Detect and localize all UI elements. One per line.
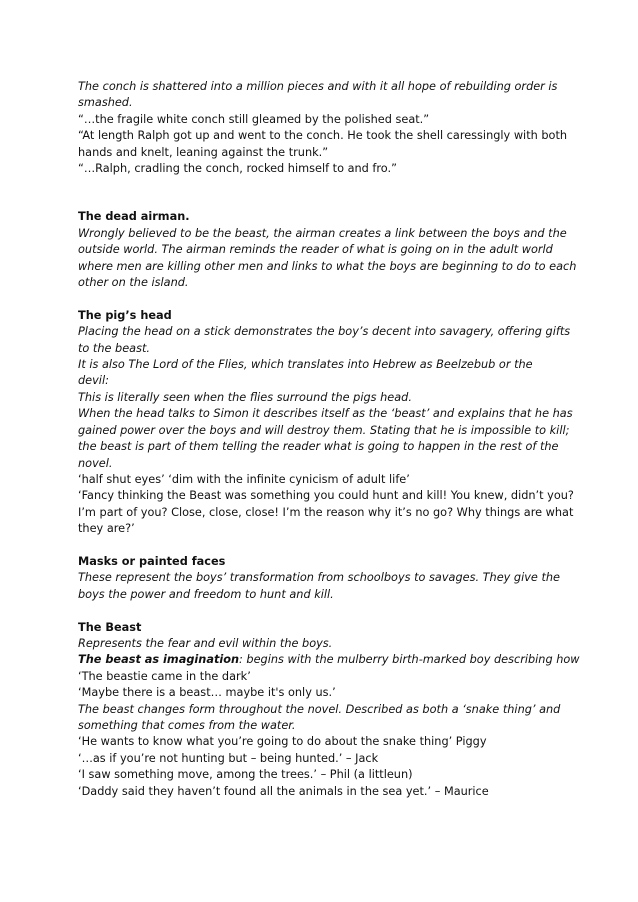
beast-quote-line: ‘I saw something move, among the trees.’ – Phil (a littleun) xyxy=(78,768,413,782)
pigs-head-line: It is also The Lord of the Flies, which translates into Hebrew as Beelzebub or the xyxy=(78,358,533,372)
beast-imagination-label: The beast as imagination xyxy=(78,653,240,667)
masks-line: boys the power and freedom to hunt and kill. xyxy=(78,587,334,601)
airman-section xyxy=(78,209,577,291)
beast-quote-line: ‘Maybe there is a beast… maybe it's only us.’ xyxy=(78,686,336,700)
beast-quote-line: ‘Daddy said they haven’t found all the animals in the sea yet.’ – Maurice xyxy=(78,784,489,798)
conch-intro-line: smashed. xyxy=(78,96,133,110)
beast-quote-line: ‘The beastie came in the dark’ xyxy=(78,669,251,683)
beast-imagination-line xyxy=(78,652,580,668)
airman-line: other on the island. xyxy=(78,276,189,290)
airman-heading: The dead airman. xyxy=(78,210,190,224)
pigs-head-section xyxy=(78,308,574,538)
beast-section xyxy=(78,620,580,800)
conch-quote-line: “…the fragile white conch still gleamed by the polished seat.” xyxy=(78,112,430,126)
pigs-head-line: This is literally seen when the flies surround the pigs head. xyxy=(78,390,412,404)
pigs-head-quote-line: they are?’ xyxy=(78,522,135,536)
masks-heading: Masks or painted faces xyxy=(78,554,226,568)
pigs-head-quote-line: I’m part of you? Close, close, close! I’m the reason why it’s no go? Why things are what xyxy=(78,505,574,519)
conch-intro-line: The conch is shattered into a million pieces and with it all hope of rebuilding order is xyxy=(78,80,558,93)
beast-imagination-text: : begins with the mulberry birth-marked boy describing how xyxy=(239,653,580,667)
pigs-head-line: the beast is part of them telling the reader what is going to happen in the rest of the xyxy=(78,440,559,454)
pigs-head-line: novel. xyxy=(78,456,113,470)
pigs-head-line: devil: xyxy=(78,374,109,388)
beast-quote-line: ‘He wants to know what you’re going to do about the snake thing’ Piggy xyxy=(78,735,487,749)
masks-line: These represent the boys’ transformation from schoolboys to savages. They give the xyxy=(78,571,561,585)
airman-line: Wrongly believed to be the beast, the airman creates a link between the boys and the xyxy=(78,226,567,240)
beast-quote-line: ‘…as if you’re not hunting but – being hunted.’ – Jack xyxy=(78,751,379,765)
conch-quote-line: “At length Ralph got up and went to the conch. He took the shell caressingly with both xyxy=(78,129,568,143)
beast-intro: Represents the fear and evil within the boys. xyxy=(78,636,333,650)
airman-line: where men are killing other men and links to what the boys are beginning to do to each xyxy=(78,259,577,273)
pigs-head-heading: The pig’s head xyxy=(78,308,172,322)
beast-line: The beast changes form throughout the novel. Described as both a ‘snake thing’ and xyxy=(78,702,561,716)
pigs-head-quote-line: ‘half shut eyes’ ‘dim with the infinite cynicism of adult life’ xyxy=(78,472,410,486)
conch-quote-line: hands and knelt, leaning against the trunk.” xyxy=(78,145,329,159)
pigs-head-line: When the head talks to Simon it describes itself as the ‘beast’ and explains that he has xyxy=(78,407,573,421)
pigs-head-line: gained power over the boys and will destroy them. Stating that he is impossible to kill; xyxy=(78,423,570,437)
pigs-head-line: to the beast. xyxy=(78,341,151,355)
conch-section xyxy=(78,79,568,177)
conch-quote-line: “…Ralph, cradling the conch, rocked himself to and fro.” xyxy=(78,162,397,176)
document-page xyxy=(78,79,580,800)
beast-line: something that comes from the water. xyxy=(78,718,296,732)
masks-section xyxy=(78,554,568,603)
pigs-head-line: Placing the head on a stick demonstrates the boy’s decent into savagery, offering gifts xyxy=(78,325,571,339)
airman-line: outside world. The airman reminds the reader of what is going on in the adult world xyxy=(78,243,553,257)
pigs-head-quote-line: ‘Fancy thinking the Beast was something you could hunt and kill! You knew, didn’t you? xyxy=(78,489,574,503)
beast-heading: The Beast xyxy=(78,620,142,634)
